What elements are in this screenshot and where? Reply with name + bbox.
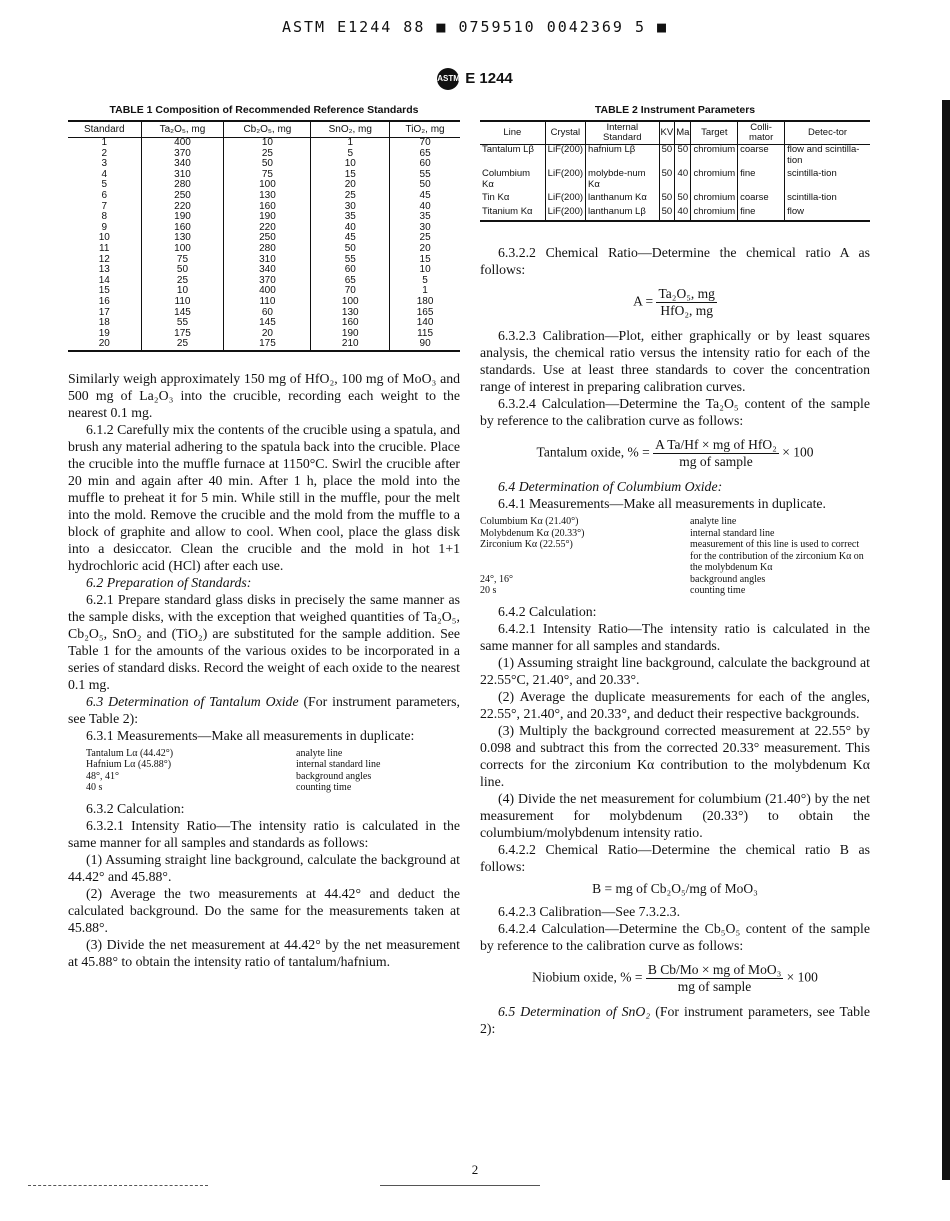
equation-b: B = mg of Cb₂O₅/mg of MoO₃ [592,880,758,896]
measurement-row [86,782,460,794]
table2-column-header: Internal Standard [586,121,660,145]
table-cell: 50 [224,159,311,170]
table-cell: 50 [675,145,691,170]
scan-edge [942,100,950,1180]
table-cell: 400 [224,286,311,297]
table-cell: 13 [68,265,141,276]
footer-rule [380,1185,540,1186]
measurement-term: 48°, 41° [86,770,119,782]
table-cell: 75 [141,255,224,266]
table-row [480,193,870,207]
table-cell: 25 [224,149,311,160]
table1-caption: TABLE 1 Composition of Recommended Reference Standards [109,104,419,116]
table-cell: 19 [68,329,141,340]
table1-column-header: Cb₂O₅, mg [224,121,311,138]
table-cell: coarse [738,193,785,207]
table-cell: Tin Kα [480,193,545,207]
table-cell: 160 [141,223,224,234]
measurement-definition: background angles [296,770,372,782]
paragraph: Similarly weigh approximately 150 mg of HfO₂, 100 mg of MoO₃ and 500 mg of La₂O₃ into the crucible, recording each weight to the nearest 0.1 mg. [68,370,460,420]
document-stamp: ASTM E1244 88 ■ 0759510 0042369 5 ■ [281,18,669,36]
table-cell: 50 [659,193,675,207]
table-cell: 220 [141,202,224,213]
table-cell: 6 [68,191,141,202]
measurement-term: Zirconium Kα (22.55°) [480,539,573,550]
table-cell: 110 [224,297,311,308]
table-cell: 280 [224,244,311,255]
paragraph: 6.3.2.2 Chemical Ratio—Determine the chemical ratio A as follows: [480,245,870,277]
table-cell: chromium [691,193,738,207]
measurement-definition: background angles [690,573,766,585]
table-cell: 175 [141,329,224,340]
measurement-term: Hafnium Lα (45.88°) [86,759,172,771]
table-cell: 15 [311,170,390,181]
table1-column-header: Standard [68,121,141,138]
table-cell: 115 [417,327,434,339]
table-cell: 20 [311,180,390,191]
table-cell: lanthanum Lβ [586,207,660,222]
table-row [68,244,460,255]
paragraph: (2) Average the duplicate measurements for each of the angles, 22.55°, 21.40°, and 20.33°, and deduct their respective backgrounds. [480,688,870,721]
table-cell: 10 [68,233,141,244]
paragraph: 6.3.2.3 Calibration—Plot, either graphically or by least squares analysis, the chemical ratio versus the intensity ratio for each of the standards. Use at least three standards to cover the concentration range of interest in preparing calibration curves. [480,328,870,394]
table-row [68,191,460,202]
table-cell: 25 [141,276,224,287]
paragraph: (2) Average the two measurements at 44.42° and deduct the calculated background. Do the same for the measurements taken at 45.88°. [68,885,460,935]
table-cell: 8 [68,212,141,223]
measurement-row [480,585,870,597]
measurement-definition: internal standard line [690,527,775,539]
table-cell: 180 [416,295,434,307]
table-cell: 310 [224,255,311,266]
left-column [68,104,460,970]
table-cell: fine [738,169,785,193]
table-cell: 65 [311,276,390,287]
table-row [480,207,870,222]
table2-column-header: Target [691,121,738,145]
right-column [480,104,870,1037]
measurement-row [480,539,870,574]
table-cell: hafnium Lβ [586,145,660,170]
table-cell: 11 [68,244,141,255]
table-cell: 165 [416,306,434,318]
table-cell: 100 [311,297,390,308]
table-cell: 35 [311,212,390,223]
table-cell: 110 [141,297,224,308]
table-cell: LiF(200) [545,145,585,170]
table-cell: 45 [311,233,390,244]
measurement-row [480,516,870,528]
table-cell: 50 [675,193,691,207]
table-cell: flow and scintilla-tion [787,144,860,166]
table-cell: 1 [68,138,141,149]
paragraph: 6.4.2.2 Chemical Ratio—Determine the chemical ratio B as follows: [480,841,870,874]
measurement-row [480,528,870,540]
table1-column-header: TiO₂, mg [390,121,460,138]
table2-column-header: Ma [675,121,691,145]
measurement-row [480,574,870,586]
table-cell: scintilla-tion [787,168,837,179]
paragraph: 6.2.1 Prepare standard glass disks in precisely the same manner as the sample disks, with the exception that weighed quantities of Ta₂O₅, Cb₂O₅, SnO₂ and (TiO₂) are substituted for the sample addition. See Table 1 for the amounts of the various oxides to be incorporated in a series of standard disks. Record the weight of each oxide to the nearest 0.1 mg. [68,591,460,692]
section-heading: 6.2 Preparation of Standards: [86,574,252,590]
table-cell: 50 [419,179,431,191]
section-heading: 6.3.2 Calculation: [86,800,185,816]
table-cell: 3 [68,159,141,170]
table-cell: 145 [224,318,311,329]
section-heading: 6.4.2 Calculation: [498,603,597,619]
table-cell: 50 [141,265,224,276]
table-row [480,169,870,193]
table-cell: 1 [422,285,428,297]
paragraph: 6.1.2 Carefully mix the contents of the crucible using a spatula, and brush any material adhering to the spatula back into the crucible. Place the crucible into the muffle furnace at 1150°C. Swirl the crucible after 20 min and again after 40 min. After 1 h, place the mold into the muffle to preheat it for 5 min. While still in the muffle, pour the melt into the mold. Remove the crucible and the mold from the muffle to a block of graphite and allow to cool. When cool, place the glass disk into a desiccator. Clean the crucible and the mold in hot 1+1 hydrochloric acid (HCl) after each use. [68,421,460,573]
table-cell: 15 [68,286,141,297]
table-cell: 25 [311,191,390,202]
paragraph: (3) Divide the net measurement at 44.42° by the net measurement at 45.88° to obtain the intensity ratio of tantalum/hafnium. [68,936,460,969]
table-cell: LiF(200) [545,207,585,222]
table-cell: scintilla-tion [787,192,837,203]
table-cell: 30 [311,202,390,213]
page-number: 2 [471,1162,479,1177]
measurement-definition: counting time [296,782,352,794]
paragraph: 6.4.1 Measurements—Make all measurements in duplicate. [498,496,826,511]
table-cell: 190 [311,329,390,340]
measurement-definition: counting time [690,585,746,596]
table-cell: 40 [675,207,691,222]
table-cell: coarse [738,145,785,170]
measurement-term: Tantalum Lα (44.42°) [86,747,174,759]
table-cell: Columbium Kα [480,169,545,193]
designation: E 1244 [465,69,513,87]
table-cell: 10 [224,138,311,149]
paragraph: (1) Assuming straight line background, calculate the background at 22.55°C, 21.40°, and 20.33°. [480,654,870,687]
paragraph: 6.4.2.3 Calibration—See 7.3.2.3. [498,903,681,919]
table2-header-row [480,121,870,145]
measurement-list [86,748,460,794]
table-cell: 50 [659,145,675,170]
table-cell: 10 [311,159,390,170]
measurement-term: 24°, 16° [480,573,513,585]
table-cell: 60 [311,265,390,276]
table-cell: 145 [141,308,224,319]
measurement-term: Columbium Kα (21.40°) [480,516,579,527]
table-cell: 17 [68,308,141,319]
equation-a: A = $\frac{\text{Ta₂O₅, mg}}{\text{HfO₂, mg}}$ [633,286,715,318]
table-cell: 20 [224,329,311,340]
table-cell: 55 [141,318,224,329]
table-cell: chromium [691,169,738,193]
table-cell: 250 [224,233,311,244]
table-row [68,138,460,149]
table-cell: 310 [141,170,224,181]
equation-niobium: Niobium oxide, % = $\frac{\text{B Cb/Mo × mg of MoO₃}}{\text{mg of sample}}$ × 100 [532,961,818,994]
table-cell: 250 [141,191,224,202]
table-cell: 50 [311,244,390,255]
table-cell: 50 [659,207,675,222]
table-cell: 130 [311,308,390,319]
table-cell: 4 [68,170,141,181]
table1-column-header: Ta₂O₅, mg [141,121,224,138]
table-cell: 10 [419,264,431,276]
table-cell: 130 [141,233,224,244]
table2-caption: TABLE 2 Instrument Parameters [594,104,756,116]
table-cell: LiF(200) [545,169,585,193]
measurement-term: Molybdenum Kα (20.33°) [480,527,585,539]
table2-column-header: Colli-mator [738,121,785,145]
table-cell: 175 [224,339,311,351]
measurement-definition: measurement of this line is used to correct for the contribution of the zirconium Kα on the molybdenum Kα [690,539,864,573]
table-cell: 60 [419,158,431,170]
table-cell: 1 [311,138,390,149]
table-cell: 5 [422,274,428,286]
paragraph: (4) Divide the net measurement for columbium (21.40°) by the net measurement for molybdenum (20.33°) to obtain the columbium/molybdenum intensity ratio. [480,790,870,840]
equation-tantalum: Tantalum oxide, % = $\frac{\text{A Ta/Hf × mg of HfO₂}}{\text{mg of sample}}$ × 100 [536,437,814,469]
measurement-row [86,771,460,783]
table-cell: 90 [419,338,431,350]
table-cell: 30 [419,221,431,233]
measurement-term: 20 s [480,585,497,596]
table-cell: flow [787,205,805,217]
table-cell: 220 [224,223,311,234]
table-cell: 20 [419,242,431,254]
table-cell: 25 [141,339,224,351]
table-cell: 10 [141,286,224,297]
table-cell: 45 [419,189,431,201]
table-cell: 40 [675,169,691,193]
measurement-definition: internal standard line [296,759,381,771]
paragraph: 6.5 Determination of SnO₂ (For instrument parameters, see Table 2): [480,1003,870,1036]
table-cell: Titanium Kα [480,207,545,222]
table-cell: 12 [68,255,141,266]
table-cell: lanthanum Kα [586,193,660,207]
table-cell: 190 [224,212,311,223]
table-cell: 40 [419,200,431,212]
table2-column-header: KV [659,121,675,145]
table1 [68,120,460,352]
table-cell: 210 [311,339,390,351]
page-header [0,68,950,90]
paragraph: 6.3.2.4 Calculation—Determine the Ta₂O₅ content of the sample by reference to the calibration curve as follows: [480,396,870,428]
table-cell: 35 [419,211,431,223]
measurement-definition: analyte line [296,747,343,759]
footer-rule [28,1185,208,1186]
table-cell: 60 [224,308,311,319]
paragraph: 6.3 Determination of Tantalum Oxide (For instrument parameters, see Table 2): [68,693,460,726]
table2 [480,120,870,222]
paragraph: (3) Multiply the background corrected measurement at 22.55° by 0.098 and subtract this from the corrected 20.33° measurement. This corrects for the zirconium Kα contribution to the molybdenum Kα line. [480,722,870,789]
table-row [68,297,460,308]
table-cell: 370 [224,276,311,287]
table-cell: 50 [659,169,675,193]
table1-column-header: SnO₂, mg [311,121,390,138]
paragraph: 6.4.2.1 Intensity Ratio—The intensity ratio is calculated in the same manner for all samples and standards. [480,620,871,653]
table2-column-header: Line [480,121,545,145]
table1-header-row [68,121,460,138]
table-cell: chromium [691,145,738,170]
table-cell: 340 [141,159,224,170]
table-cell: 55 [311,255,390,266]
table-cell: 25 [419,232,431,244]
table-cell: 70 [419,137,431,148]
astm-logo-icon: ASTM [437,68,459,90]
measurement-list [480,516,870,597]
measurement-term: 40 s [86,782,103,794]
table-cell: 100 [141,244,224,255]
measurement-row [86,748,460,760]
table2-column-header: Detec-tor [785,121,870,145]
table-cell: LiF(200) [545,193,585,207]
table1-body [68,138,460,351]
table-cell: 190 [141,212,224,223]
table-cell: 100 [224,180,311,191]
table-cell: 15 [419,253,431,265]
table-cell: 14 [68,276,141,287]
table-cell: 160 [224,202,311,213]
measurement-definition: analyte line [690,516,737,527]
table-cell: 5 [311,149,390,160]
table-cell: 5 [68,180,141,191]
table-cell: 75 [224,170,311,181]
table-cell: 280 [141,180,224,191]
table-cell: chromium [691,207,738,222]
paragraph: 6.3.1 Measurements—Make all measurements in duplicate: [86,727,415,743]
table-cell: 140 [416,317,434,329]
table-cell: 160 [311,318,390,329]
table-cell: 9 [68,223,141,234]
table-cell: 130 [224,191,311,202]
table-row [480,145,870,170]
section-heading: 6.4 Determination of Columbium Oxide: [498,479,723,494]
measurement-row [86,759,460,771]
table-cell: 65 [419,147,431,159]
table-cell: 40 [311,223,390,234]
table-cell: 2 [68,149,141,160]
table-cell: 55 [419,168,431,180]
paragraph: 6.4.2.4 Calculation—Determine the Cb₅O₅ content of the sample by reference to the calibration curve as follows: [480,920,870,953]
table-cell: 16 [68,297,141,308]
paragraph: (1) Assuming straight line background, calculate the background at 44.42° and 45.88°. [68,851,460,884]
table-cell: 18 [68,318,141,329]
table-cell: 370 [141,149,224,160]
table-cell: 7 [68,202,141,213]
table2-body [480,145,870,222]
table-row [68,339,460,351]
paragraph: 6.3.2.1 Intensity Ratio—The intensity ratio is calculated in the same manner for all samples and standards as follows: [68,817,461,850]
table-cell: 70 [311,286,390,297]
table-cell: 400 [141,138,224,149]
table2-column-header: Crystal [545,121,585,145]
table-cell: 20 [68,339,141,351]
table-cell: Tantalum Lβ [480,145,545,170]
table-cell: 340 [224,265,311,276]
table-cell: fine [738,207,785,222]
table-cell: molybde-num Kα [586,169,660,193]
